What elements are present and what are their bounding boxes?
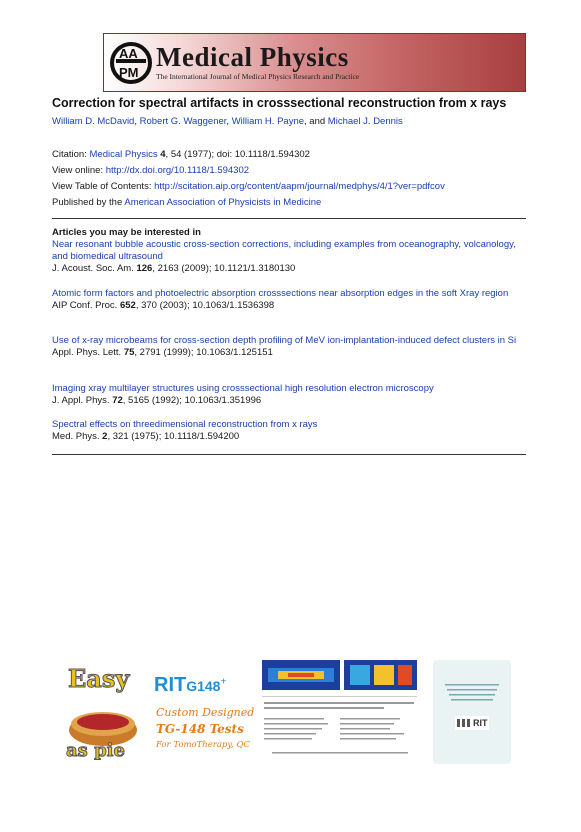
- related-article-volume: 2: [102, 431, 108, 442]
- author-link[interactable]: William D. McDavid: [52, 116, 135, 127]
- related-article-journal: Appl. Phys. Lett.: [52, 347, 124, 358]
- rit-model: G148: [186, 678, 221, 694]
- pie-ad-line2: as pie: [66, 740, 125, 761]
- rit-logo: [154, 674, 226, 697]
- related-article-journal: J. Acoust. Soc. Am.: [52, 263, 137, 274]
- rit-ad-line3: For TomoTherapy, QC: [156, 740, 250, 750]
- rit-brand: RIT: [154, 674, 187, 696]
- author-link[interactable]: Michael J. Dennis: [327, 116, 403, 127]
- related-article-rest: , 370 (2003); 10.1063/1.1536398: [135, 300, 275, 311]
- related-article-rest: , 5165 (1992); 10.1063/1.351996: [122, 395, 262, 406]
- divider-bottom: [52, 454, 526, 455]
- ad-dose-maps[interactable]: [262, 660, 417, 764]
- related-article-rest: , 2163 (2009); 10.1121/1.3180130: [152, 263, 296, 274]
- ad-rit-sidebar[interactable]: [433, 660, 511, 764]
- citation-volume: 4: [160, 149, 166, 160]
- svg-text:AA: AA: [119, 46, 138, 61]
- journal-title: Medical Physics: [156, 42, 349, 72]
- related-article: [52, 288, 526, 312]
- ad-rit-g148[interactable]: [152, 660, 255, 764]
- toc-link[interactable]: http://scitation.aip.org/content/aapm/journal/medphys/4/1?ver=pdfcov: [154, 181, 445, 192]
- related-article-volume: 72: [112, 395, 123, 406]
- doi-link[interactable]: http://dx.doi.org/10.1118/1.594302: [105, 165, 250, 176]
- related-article: [52, 383, 526, 407]
- related-article: [52, 239, 526, 275]
- related-article-journal: Med. Phys.: [52, 431, 103, 442]
- related-article-rest: , 2791 (1999); 10.1063/1.125151: [134, 347, 273, 358]
- related-article-title-link[interactable]: Imaging xray multilayer structures using crosssectional high resolution electron microscopy: [52, 383, 434, 394]
- author-separator: ,: [226, 116, 232, 127]
- rit-ad-line2: TG-148 Tests: [156, 722, 244, 736]
- view-online-line: [52, 165, 249, 176]
- citation-line: [52, 149, 310, 160]
- related-article-title-link[interactable]: Atomic form factors and photoelectric absorption crosssections near absorption edges in the soft Xray region: [52, 288, 509, 299]
- view-online-label: View online:: [52, 165, 106, 176]
- toc-line: [52, 181, 445, 192]
- rit-ad-line1: Custom Designed: [156, 706, 255, 719]
- dose-map-image-icon: [262, 660, 417, 764]
- citation-journal-link[interactable]: Medical Physics: [89, 149, 161, 160]
- related-article-title-link[interactable]: Near resonant bubble acoustic cross-section corrections, including examples from oceanography, volcanology, and biomedical ultrasound: [52, 239, 516, 262]
- author-separator: ,: [134, 116, 140, 127]
- related-article-volume: 652: [119, 300, 136, 311]
- journal-subtitle: The International Journal of Medical Physics Research and Practice: [156, 72, 360, 81]
- related-article-title-link[interactable]: Spectral effects on threedimensional reconstruction from x rays: [52, 419, 318, 430]
- related-article-rest: , 321 (1975); 10.1118/1.594200: [107, 431, 240, 442]
- rit-sidebar-graphic-icon: [433, 660, 511, 764]
- article-title: Correction for spectral artifacts in crosssectional reconstruction from x rays: [52, 96, 507, 110]
- related-article-title-link[interactable]: Use of x-ray microbeams for cross-section depth profiling of MeV ion-implantation-induced defect clusters in Si: [52, 335, 517, 346]
- toc-label: View Table of Contents:: [52, 181, 155, 192]
- publisher-line: [52, 197, 321, 208]
- author-link[interactable]: Robert G. Waggener: [139, 116, 227, 127]
- svg-text:PM: PM: [119, 65, 139, 80]
- published-label: Published by the: [52, 197, 125, 208]
- divider-top: [52, 218, 526, 219]
- citation-label: Citation:: [52, 149, 90, 160]
- rit-sidebar-brand: RIT: [473, 718, 488, 728]
- related-heading: Articles you may be interested in: [52, 227, 201, 238]
- related-article-journal: J. Appl. Phys.: [52, 395, 113, 406]
- related-article: [52, 419, 526, 443]
- ad-easy-as-pie[interactable]: [62, 660, 144, 764]
- related-article-volume: 126: [136, 263, 153, 274]
- publisher-link[interactable]: American Association of Physicists in Medicine: [124, 197, 322, 208]
- rit-plus: +: [220, 676, 227, 688]
- journal-logo-icon: [110, 39, 152, 87]
- related-article-volume: 75: [123, 347, 135, 358]
- author-separator: , and: [304, 116, 328, 127]
- citation-rest: , 54 (1977); doi: 10.1118/1.594302: [165, 149, 310, 160]
- related-article: [52, 335, 526, 359]
- related-article-journal: AIP Conf. Proc.: [52, 300, 120, 311]
- author-list: [52, 116, 403, 127]
- pie-ad-line1: Easy: [68, 664, 130, 693]
- journal-banner[interactable]: [103, 33, 526, 92]
- author-link[interactable]: William H. Payne: [231, 116, 305, 127]
